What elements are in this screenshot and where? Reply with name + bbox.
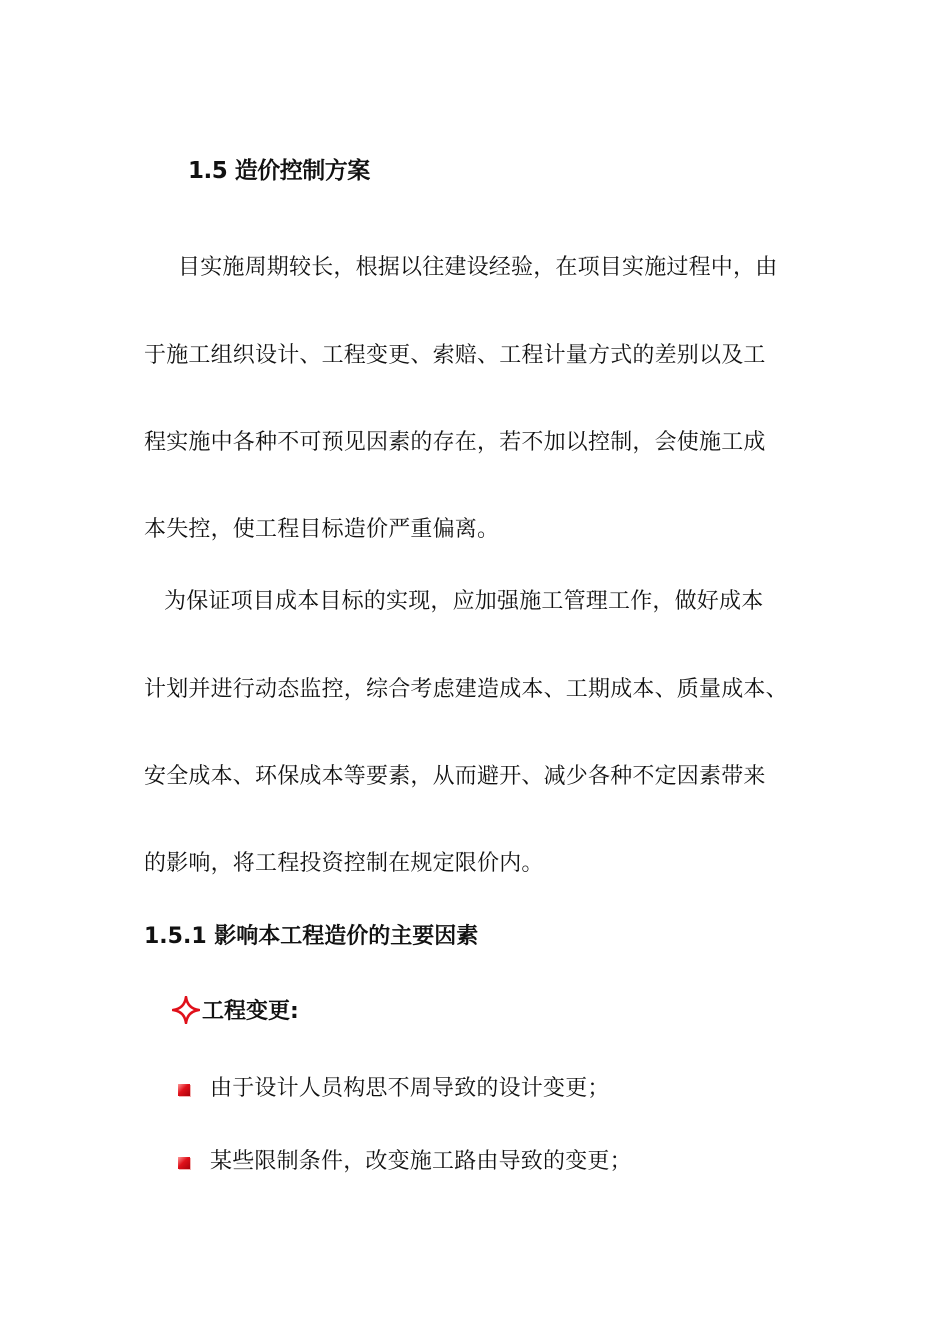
paragraph-line: 安全成本、环保成本等要素，从而避开、减少各种不定因素带来 xyxy=(144,764,766,789)
subsection-title: 1.5.1 影响本工程造价的主要因素 xyxy=(144,924,479,949)
paragraph-line: 本失控，使工程目标造价严重偏离。 xyxy=(144,517,500,542)
paragraph-line: 程实施中各种不可预见因素的存在，若不加以控制，会使施工成 xyxy=(144,430,766,455)
factor-label: 工程变更: xyxy=(202,999,299,1024)
paragraph-line: 目实施周期较长，根据以往建设经验，在项目实施过程中，由 xyxy=(178,255,778,280)
red-square-bullet-icon xyxy=(178,1084,190,1096)
list-item-text: 由于设计人员构思不周导致的设计变更； xyxy=(210,1076,610,1101)
section-title: 1.5 造价控制方案 xyxy=(188,158,370,184)
list-item-text: 某些限制条件，改变施工路由导致的变更； xyxy=(210,1149,632,1174)
paragraph-line: 于施工组织设计、工程变更、索赔、工程计量方式的差别以及工 xyxy=(144,343,766,368)
four-point-star-icon xyxy=(172,996,200,1024)
paragraph-line: 为保证项目成本目标的实现，应加强施工管理工作，做好成本 xyxy=(164,589,764,614)
red-square-bullet-icon xyxy=(178,1157,190,1169)
paragraph-line: 的影响，将工程投资控制在规定限价内。 xyxy=(144,851,544,876)
paragraph-line: 计划并进行动态监控，综合考虑建造成本、工期成本、质量成本、 xyxy=(144,677,788,702)
